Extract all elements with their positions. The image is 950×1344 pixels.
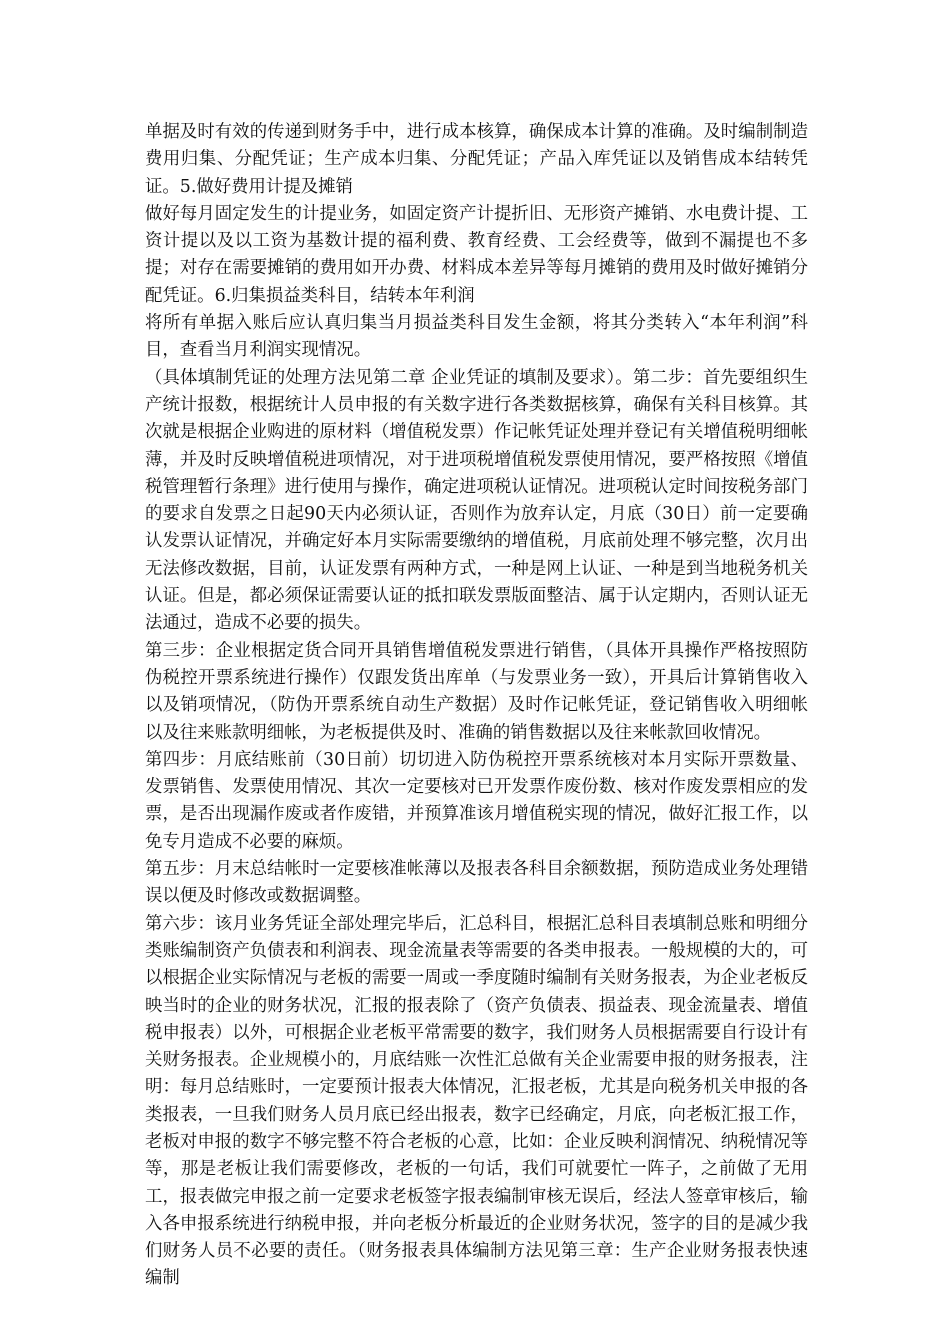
paragraph-step-four: 第四步：月底结账前（30日前）切切进入防伪税控开票系统核对本月实际开票数量、发票销售、发票使用情况、其次一定要核对已开发票作废份数、核对作废发票相应的发票，是否出现漏作废或者作废错，并预算准该月增值税实现的情况，做好汇报工作，以免专月造成不必要的麻烦。 [145, 749, 808, 852]
paragraph-accrual-amortization: 做好每月固定发生的计提业务，如固定资产计提折旧、无形资产摊销、水电费计提、工资计提以及以工资为基数计提的福利费、教育经费、工会经费等，做到不漏提也不多提；对存在需要摊销的费用如开办费、材料成本差异等每月摊销的费用及时做好摊销分配凭证。6.归集损益类科目，结转本年利润 [145, 203, 808, 306]
paragraph-profit-transfer: 将所有单据入账后应认真归集当月损益类科目发生金额，将其分类转入“本年利润”科目，查看当月利润实现情况。 [145, 313, 808, 361]
paragraph-step-three: 第三步：企业根据定货合同开具销售增值税发票进行销售，（具体开具操作严格按照防伪税控开票系统进行操作）仅跟发货出库单（与发票业务一致），开具后计算销售收入以及销项情况，（防伪开票系统自动生产数据）及时作记帐凭证，登记销售收入明细帐以及往来账款明细帐，为老板提供及时、准确的销售数据以及往来帐款回收情况。 [145, 640, 808, 743]
paragraph-cost-vouchers: 单据及时有效的传递到财务手中，进行成本核算，确保成本计算的准确。及时编制制造费用归集、分配凭证；生产成本归集、分配凭证；产品入库凭证以及销售成本结转凭证。5.做好费用计提及摊销 [145, 122, 808, 197]
paragraph-step-two: （具体填制凭证的处理方法见第二章 企业凭证的填制及要求）。第二步：首先要组织生产统计报数，根据统计人员申报的有关数字进行各类数据核算，确保有关科目核算。其次就是根据企业购进的原材料（增值税发票）作记帐凭证处理并登记有关增值税明细帐薄，并及时反映增值税进项情况，对于进项税增值税发票使用情况，要严格按照《增值税管理暂行条理》进行使用与操作，确定进项税认证情况。进项税认定时间按税务部门的要求自发票之日起90天内必须认证，否则作为放弃认定，月底（30日）前一定要确认发票认证情况，并确定好本月实际需要缴纳的增值税，月底前处理不够完整，次月出无法修改数据，目前，认证发票有两种方式，一种是网上认证、一种是到当地税务机关认证。但是，都必须保证需要认证的抵扣联发票版面整洁、属于认定期内，否则认证无法通过，造成不必要的损失。 [145, 367, 808, 634]
paragraph-step-six: 第六步：该月业务凭证全部处理完毕后，汇总科目，根据汇总科目表填制总账和明细分类账编制资产负债表和利润表、现金流量表等需要的各类申报表。一般规模的大的，可以根据企业实际情况与老板的需要一周或一季度随时编制有关财务报表，为企业老板反映当时的企业的财务状况，汇报的报表除了（资产负债表、损益表、现金流量表、增值税申报表）以外，可根据企业老板平常需要的数字，我们财务人员根据需要自行设计有关财务报表。企业规模小的，月底结账一次性汇总做有关企业需要申报的财务报表，注明：每月总结账时，一定要预计报表大体情况，汇报老板，尤其是向税务机关申报的各类报表，一旦我们财务人员月底已经出报表，数字已经确定，月底，向老板汇报工作，老板对申报的数字不够完整不符合老板的心意，比如：企业反映利润情况、纳税情况等等，那是老板让我们需要修改，老板的一句话，我们可就要忙一阵子，之前做了无用工，报表做完申报之前一定要求老板签字报表编制审核无误后，经法人签章审核后，输入各申报系统进行纳税申报，并向老板分析最近的企业财务状况，签字的目的是减少我们财务人员不必要的责任。（财务报表具体编制方法见第三章：生产企业财务报表快速编制 [145, 913, 808, 1289]
document-body [145, 119, 808, 1293]
paragraph-step-five: 第五步：月末总结帐时一定要核准帐薄以及报表各科目余额数据，预防造成业务处理错误以便及时修改或数据调整。 [145, 859, 808, 907]
